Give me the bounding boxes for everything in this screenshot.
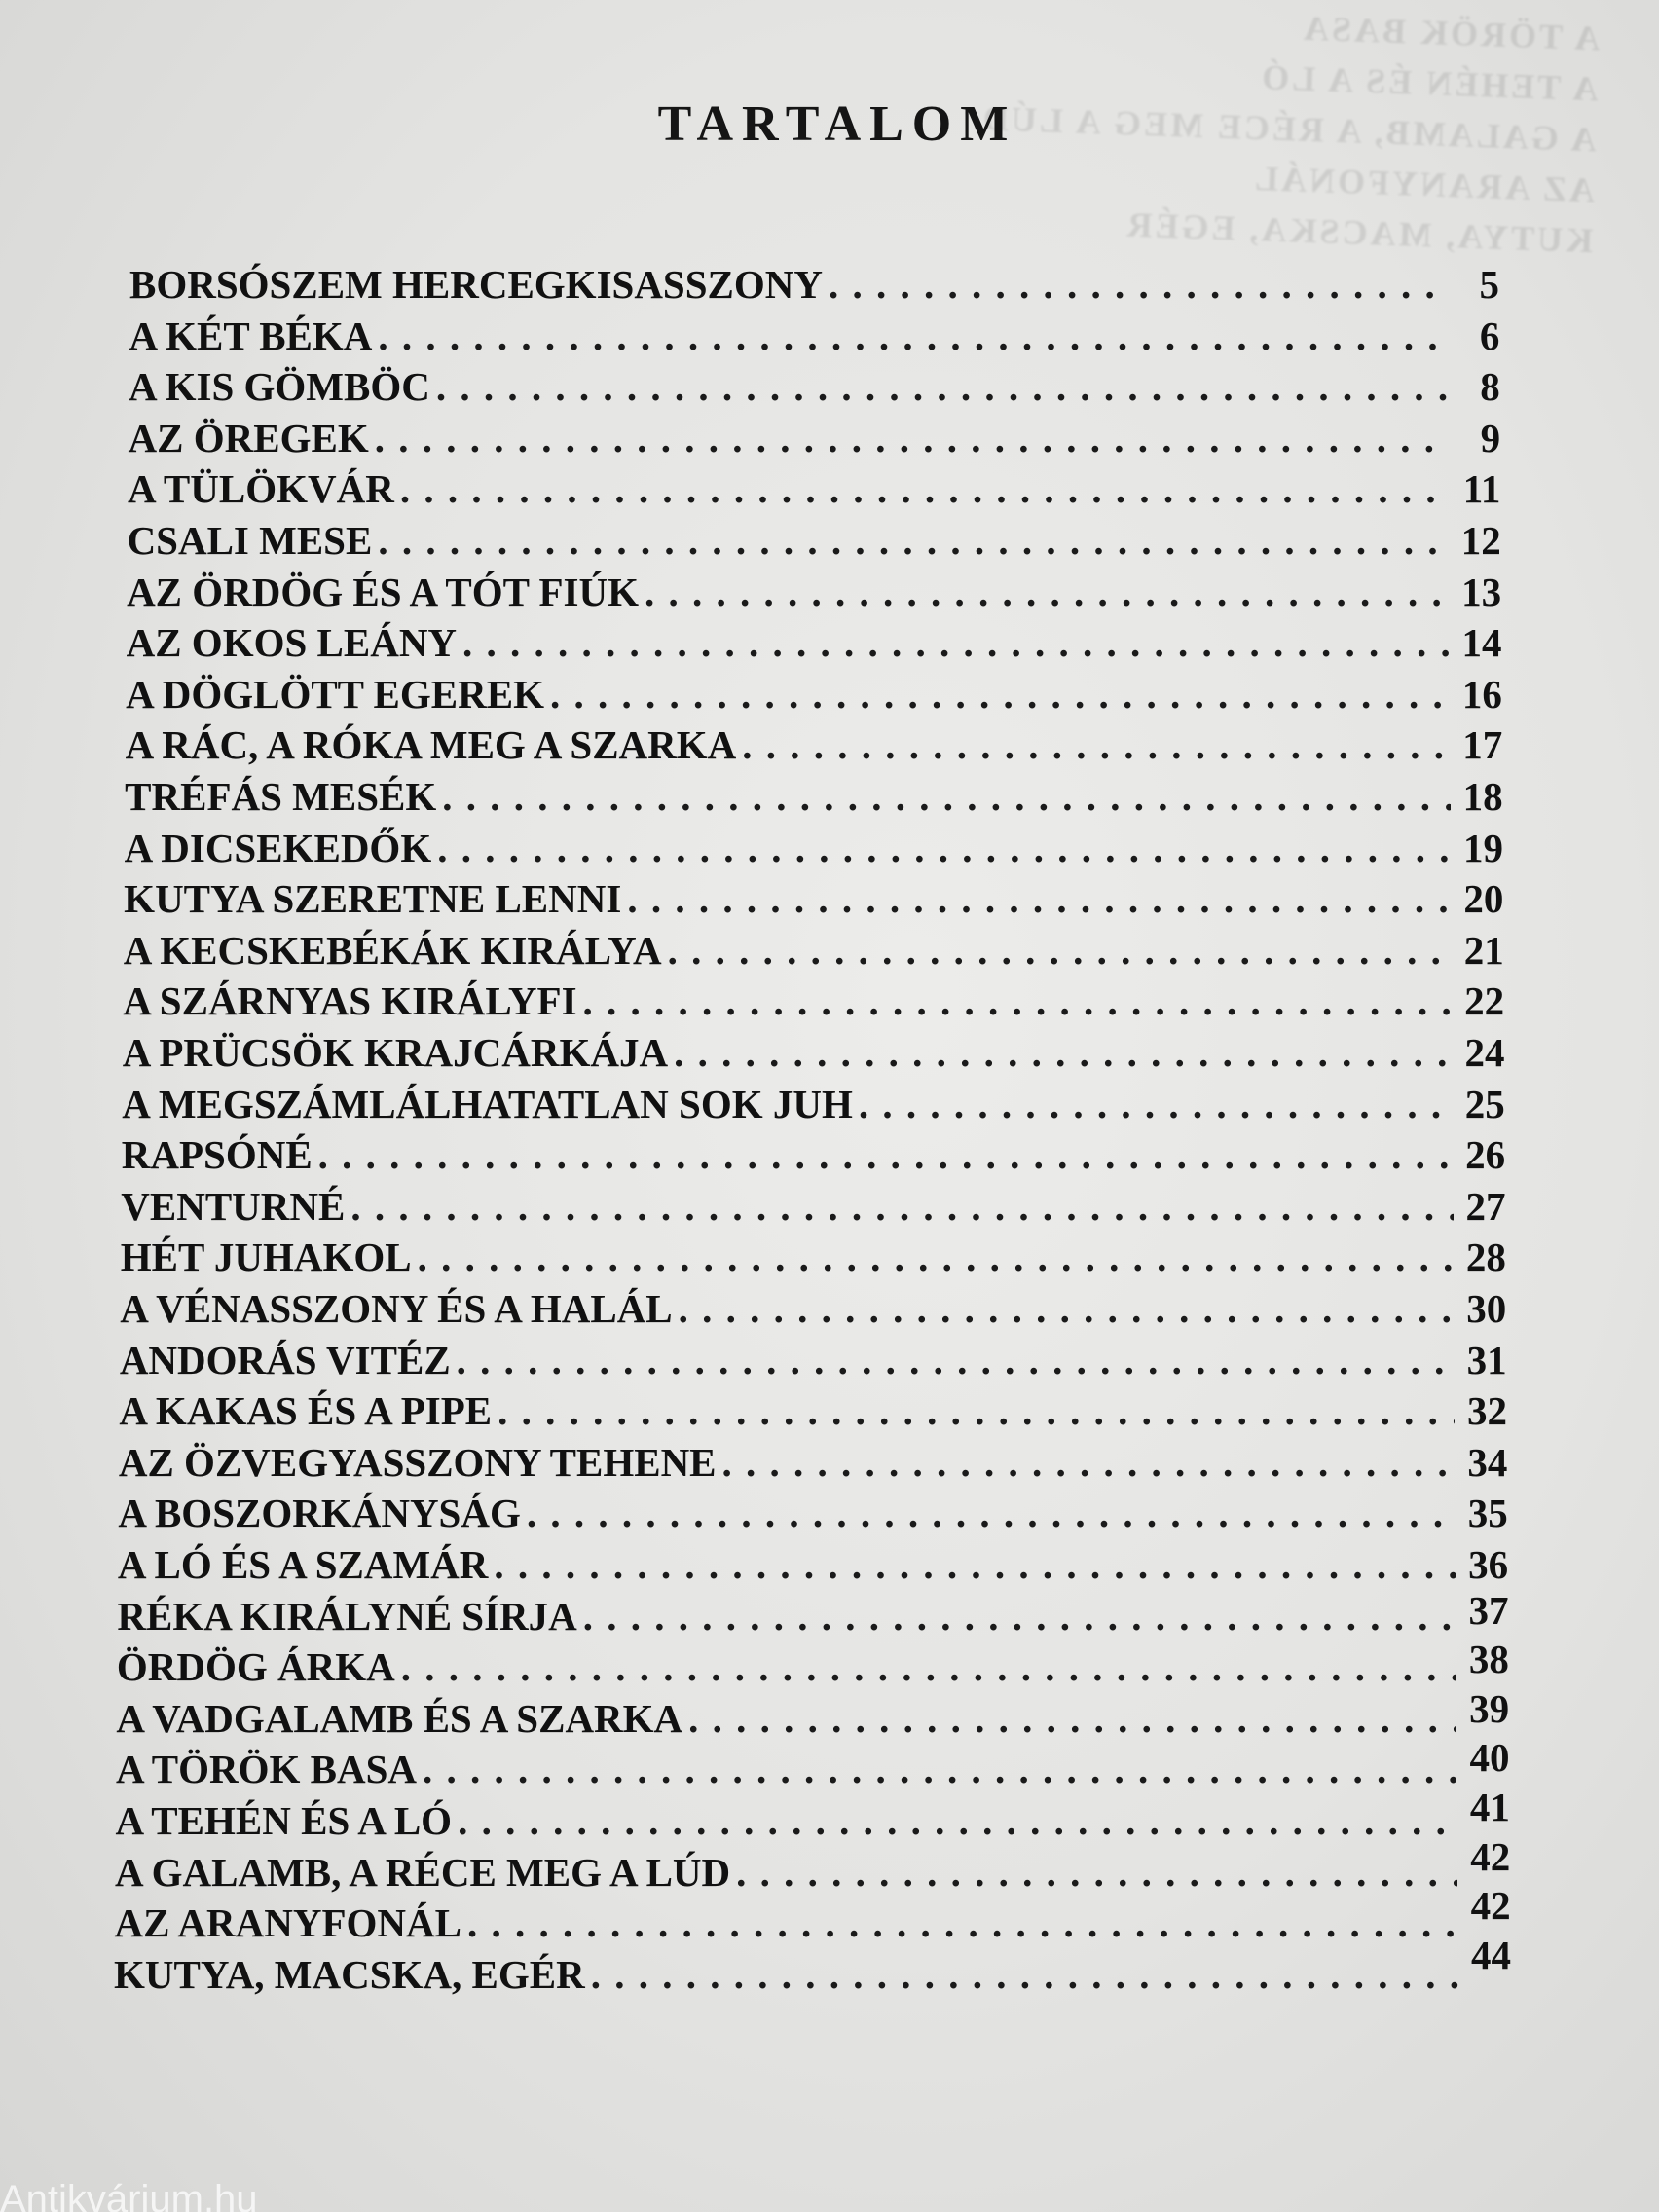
toc-entry	[116, 1637, 1509, 1694]
dot-leader	[583, 977, 1453, 1024]
dot-leader	[736, 1849, 1457, 1896]
toc-entry-page-number: 16	[1461, 671, 1502, 717]
dot-leader	[375, 415, 1448, 461]
dot-leader	[722, 1439, 1456, 1486]
toc-entry-page-number: 11	[1462, 466, 1501, 512]
toc-entry-page-number: 32	[1466, 1388, 1507, 1434]
dot-leader	[457, 1337, 1455, 1383]
toc-entry-title: A TÜLÖKVÁR	[128, 466, 394, 512]
toc-entry-title: A RÁC, A RÓKA MEG A SZARKA	[125, 722, 737, 768]
dot-leader	[423, 1746, 1456, 1792]
toc-entry	[122, 1131, 1505, 1182]
table-of-contents	[0, 261, 1659, 2052]
toc-entry-title: ANDORÁS VITÉZ	[119, 1337, 451, 1382]
dot-leader	[742, 721, 1450, 768]
toc-entry-title: A KAKAS ÉS A PIPE	[119, 1388, 493, 1434]
dot-leader	[591, 1951, 1458, 1998]
toc-entry-page-number: 27	[1465, 1183, 1506, 1229]
toc-entry	[119, 1439, 1508, 1490]
toc-entry	[129, 415, 1501, 465]
toc-entry-title: A KÉT BÉKA	[129, 313, 373, 358]
toc-entry-page-number: 26	[1465, 1132, 1506, 1178]
toc-entry-page-number: 25	[1464, 1081, 1505, 1126]
toc-entry-title: KUTYA SZERETNE LENNI	[124, 876, 622, 922]
toc-entry-page-number: 17	[1462, 722, 1503, 768]
toc-entry-title: A DÖGLÖTT EGEREK	[126, 671, 544, 717]
toc-entry-title: A TEHÉN ÉS A LÓ	[115, 1798, 453, 1843]
toc-entry-page-number: 35	[1467, 1491, 1508, 1536]
toc-entry-page-number: 6	[1479, 313, 1500, 358]
dot-leader	[498, 1387, 1455, 1434]
toc-entry-title: RÉKA KIRÁLYNÉ SÍRJA	[117, 1593, 577, 1639]
toc-entry-title: KUTYA, MACSKA, EGÉR	[114, 1951, 585, 1997]
dot-leader	[679, 1285, 1455, 1332]
toc-entry	[120, 1285, 1506, 1336]
toc-entry-page-number: 30	[1466, 1286, 1507, 1331]
dot-leader	[418, 1234, 1454, 1280]
toc-entry	[129, 261, 1499, 312]
dot-leader	[378, 313, 1447, 359]
dot-leader	[437, 825, 1451, 871]
toc-entry-page-number: 21	[1463, 927, 1504, 973]
toc-entry-title: A GALAMB, A RÉCE MEG A LÚD	[114, 1849, 731, 1895]
toc-entry	[114, 1932, 1511, 2002]
dot-leader	[627, 875, 1451, 922]
toc-entry-title: A MEGSZÁMLÁLHATATLAN SOK JUH	[122, 1081, 853, 1126]
dot-leader	[378, 517, 1448, 564]
toc-entry-title: A DICSEKEDŐK	[124, 825, 432, 870]
toc-entry-page-number: 40	[1469, 1735, 1510, 1781]
toc-entry-page-number: 9	[1480, 415, 1501, 461]
toc-entry	[121, 1183, 1505, 1234]
dot-leader	[674, 1029, 1452, 1076]
toc-entry-page-number: 20	[1463, 876, 1504, 922]
toc-entry	[119, 1387, 1507, 1438]
toc-entry	[122, 1081, 1505, 1131]
toc-entry	[125, 773, 1502, 824]
toc-entry-title: A KECSKEBÉKÁK KIRÁLYA	[123, 927, 662, 973]
watermark-text: Antikvárium.hu	[0, 2178, 258, 2212]
toc-entry-title: A TÖRÖK BASA	[115, 1747, 418, 1792]
toc-entry-page-number: 42	[1470, 1833, 1511, 1879]
toc-entry	[129, 313, 1500, 363]
toc-entry-page-number: 12	[1460, 518, 1501, 563]
toc-entry-title: VENTURNÉ	[121, 1183, 346, 1229]
dot-leader	[462, 619, 1449, 666]
toc-entry	[123, 1029, 1505, 1080]
toc-entry-title: ÖRDÖG ÁRKA	[116, 1644, 395, 1690]
toc-entry-title: AZ ÖZVEGYASSZONY TEHENE	[118, 1439, 717, 1485]
toc-entry-page-number: 41	[1469, 1785, 1510, 1829]
dot-leader	[668, 927, 1452, 974]
toc-entry	[126, 721, 1503, 772]
toc-entry	[129, 363, 1500, 414]
toc-entry	[114, 1833, 1511, 1899]
toc-entry-page-number: 44	[1471, 1932, 1511, 1977]
dot-leader	[688, 1695, 1456, 1742]
dot-leader	[494, 1541, 1456, 1588]
toc-entry	[118, 1490, 1507, 1540]
toc-entry	[121, 1234, 1506, 1284]
toc-entry-page-number: 36	[1468, 1542, 1509, 1587]
toc-entry-title: BORSÓSZEM HERCEGKISASSZONY	[129, 262, 823, 307]
dot-leader	[401, 1643, 1456, 1690]
toc-entry-page-number: 28	[1465, 1235, 1506, 1280]
dot-leader	[350, 1183, 1453, 1230]
toc-entry-title: A PRÜCSÖK KRAJCÁRKÁJA	[122, 1030, 669, 1075]
toc-entry	[117, 1587, 1509, 1643]
toc-entry-title: AZ OKOS LEÁNY	[126, 620, 458, 666]
toc-entry-page-number: 8	[1480, 364, 1500, 410]
dot-leader	[859, 1081, 1453, 1127]
show-through-text: A TÖRÖK BASA A TEHÉN ÉS A LÓ A GALAMB, A RÉCE MEG A LÚD AZ ARANYFONÁL KUTYA, MACSKA, EGÉR	[979, 8, 1602, 261]
page-title: TARTALOM	[657, 96, 1017, 152]
toc-entry-page-number: 38	[1468, 1637, 1509, 1682]
toc-entry-title: A VADGALAMB ÉS A SZARKA	[116, 1695, 683, 1741]
toc-entry-page-number: 18	[1462, 774, 1503, 819]
toc-entry	[127, 619, 1502, 670]
toc-entry	[128, 465, 1500, 516]
toc-entry	[116, 1685, 1510, 1746]
toc-entry-page-number: 31	[1466, 1337, 1507, 1382]
dot-leader	[458, 1797, 1457, 1844]
toc-entry	[128, 517, 1501, 568]
toc-entry-page-number: 5	[1479, 262, 1499, 307]
toc-entry-title: A LÓ ÉS A SZAMÁR	[117, 1542, 489, 1587]
toc-entry-title: A SZÁRNYAS KIRÁLYFI	[123, 978, 577, 1024]
toc-entry-title: CSALI MESE	[127, 518, 373, 563]
toc-entry	[120, 1337, 1507, 1387]
dot-leader	[467, 1899, 1458, 1946]
dot-leader	[527, 1490, 1456, 1536]
toc-entry-title: AZ ÖRDÖG ÉS A TÓT FIÚK	[127, 569, 640, 614]
dot-leader	[442, 773, 1450, 820]
toc-entry-title: AZ ÖREGEK	[128, 415, 369, 461]
dot-leader	[583, 1593, 1456, 1640]
dot-leader	[436, 363, 1448, 410]
toc-entry-title: A BOSZORKÁNYSÁG	[118, 1491, 521, 1536]
dot-leader	[645, 569, 1449, 615]
toc-entry-page-number: 34	[1467, 1439, 1508, 1485]
dot-leader	[318, 1131, 1454, 1178]
toc-entry	[124, 927, 1504, 977]
toc-entry-page-number: 14	[1461, 620, 1502, 666]
toc-entry-page-number: 37	[1468, 1587, 1509, 1633]
dot-leader	[550, 671, 1450, 718]
toc-entry	[123, 977, 1504, 1028]
toc-entry-title: HÉT JUHAKOL	[120, 1235, 412, 1280]
toc-entry-title: TRÉFÁS MESÉK	[125, 774, 437, 819]
toc-entry	[125, 825, 1503, 875]
toc-entry-page-number: 24	[1464, 1030, 1505, 1075]
toc-entry	[115, 1785, 1510, 1848]
toc-entry-title: A KIS GÖMBÖC	[129, 364, 430, 410]
toc-entry-page-number: 22	[1464, 978, 1505, 1024]
toc-entry	[127, 569, 1501, 619]
dot-leader	[829, 261, 1447, 308]
toc-entry-page-number: 13	[1461, 569, 1502, 614]
toc-entry	[114, 1883, 1511, 1950]
toc-entry-page-number: 39	[1469, 1685, 1510, 1731]
toc-entry-page-number: 19	[1462, 825, 1503, 870]
toc-entry	[126, 671, 1502, 721]
toc-entry	[118, 1541, 1508, 1592]
toc-entry-title: A VÉNASSZONY ÉS A HALÁL	[120, 1286, 673, 1331]
toc-entry-page-number: 42	[1470, 1883, 1511, 1929]
toc-entry	[124, 875, 1503, 926]
dot-leader	[400, 465, 1449, 512]
toc-entry-title: RAPSÓNÉ	[121, 1132, 313, 1178]
toc-entry	[115, 1735, 1510, 1796]
toc-entry-title: AZ ARANYFONÁL	[114, 1900, 461, 1946]
